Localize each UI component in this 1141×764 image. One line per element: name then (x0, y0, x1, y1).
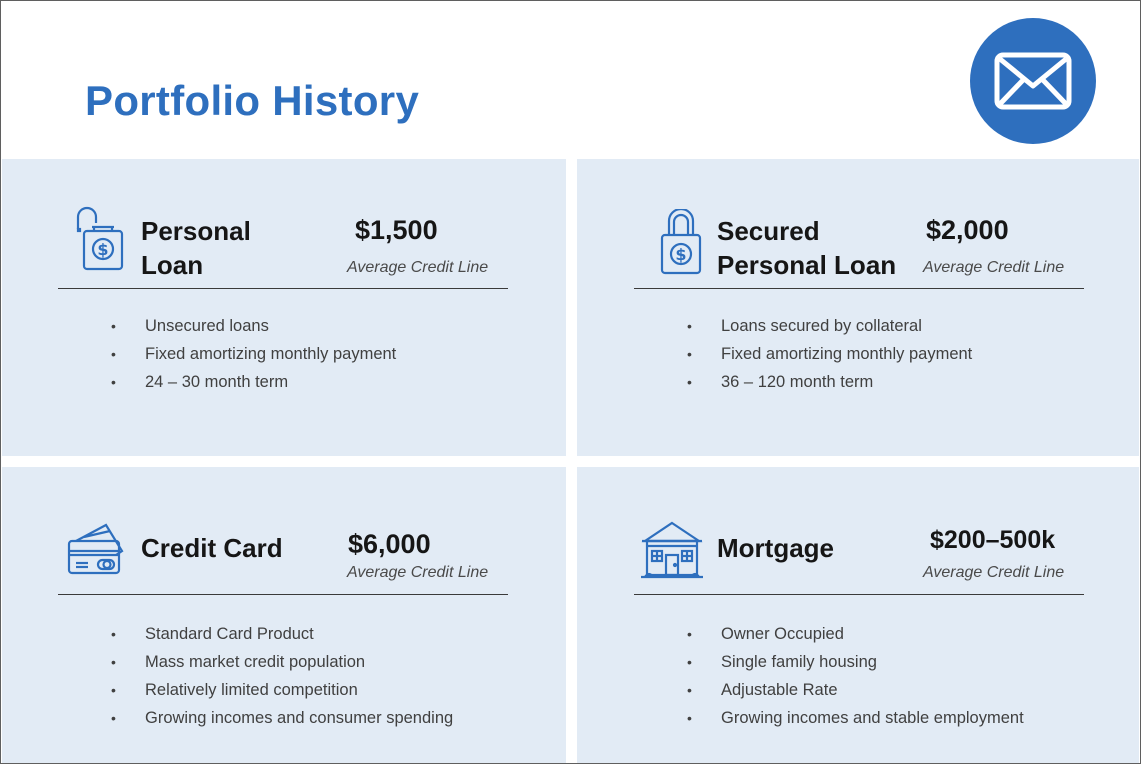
list-item: • Unsecured loans (111, 317, 269, 335)
list-item: • Relatively limited competition (111, 681, 358, 699)
feature-list (687, 312, 973, 396)
page-title: Portfolio History (85, 77, 420, 124)
mail-button[interactable] (970, 18, 1096, 144)
card-title: Credit Card (141, 533, 283, 563)
credit-amount: $6,000 (348, 529, 431, 559)
list-item: • Growing incomes and stable employment (687, 709, 1024, 727)
feature-list (687, 620, 1024, 732)
card-title-line1: Personal (141, 216, 251, 246)
credit-amount: $200–500k (930, 526, 1056, 554)
credit-line-label: Average Credit Line (347, 259, 489, 276)
list-item: • Growing incomes and consumer spending (111, 709, 454, 727)
list-item: • 24 – 30 month term (111, 373, 289, 391)
card-title: Mortgage (717, 533, 834, 563)
card-title-line2: Personal Loan (717, 250, 897, 280)
credit-card-icon (66, 519, 126, 582)
locked-padlock-dollar-icon (659, 209, 703, 282)
credit-amount: $1,500 (355, 215, 438, 245)
card-mortgage (577, 467, 1139, 763)
divider (58, 288, 508, 289)
svg-text:$: $ (97, 240, 109, 259)
unlocked-padlock-dollar-icon (72, 203, 128, 278)
card-title-line1: Secured (717, 216, 820, 246)
mail-icon (994, 52, 1072, 110)
card-title-line2: Loan (141, 250, 204, 280)
divider (58, 594, 508, 595)
credit-line-label: Average Credit Line (923, 564, 1065, 581)
list-item: • Adjustable Rate (687, 681, 838, 699)
divider (634, 288, 1084, 289)
list-item: • Fixed amortizing monthly payment (687, 345, 973, 363)
card-credit-card (2, 467, 566, 763)
house-icon (641, 519, 703, 586)
list-item: • Single family housing (687, 653, 877, 671)
list-item: • 36 – 120 month term (687, 373, 874, 391)
list-item: • Fixed amortizing monthly payment (111, 345, 397, 363)
list-item: • Standard Card Product (111, 625, 314, 643)
card-secured-personal-loan (577, 159, 1139, 456)
list-item: • Loans secured by collateral (687, 317, 922, 335)
feature-list (111, 620, 454, 732)
svg-text:$: $ (675, 245, 687, 264)
credit-amount: $2,000 (926, 215, 1009, 245)
divider (634, 594, 1084, 595)
credit-line-label: Average Credit Line (347, 564, 489, 581)
card-personal-loan (2, 159, 566, 456)
list-item: • Owner Occupied (687, 625, 844, 643)
credit-line-label: Average Credit Line (923, 259, 1065, 276)
feature-list (111, 312, 397, 396)
list-item: • Mass market credit population (111, 653, 366, 671)
